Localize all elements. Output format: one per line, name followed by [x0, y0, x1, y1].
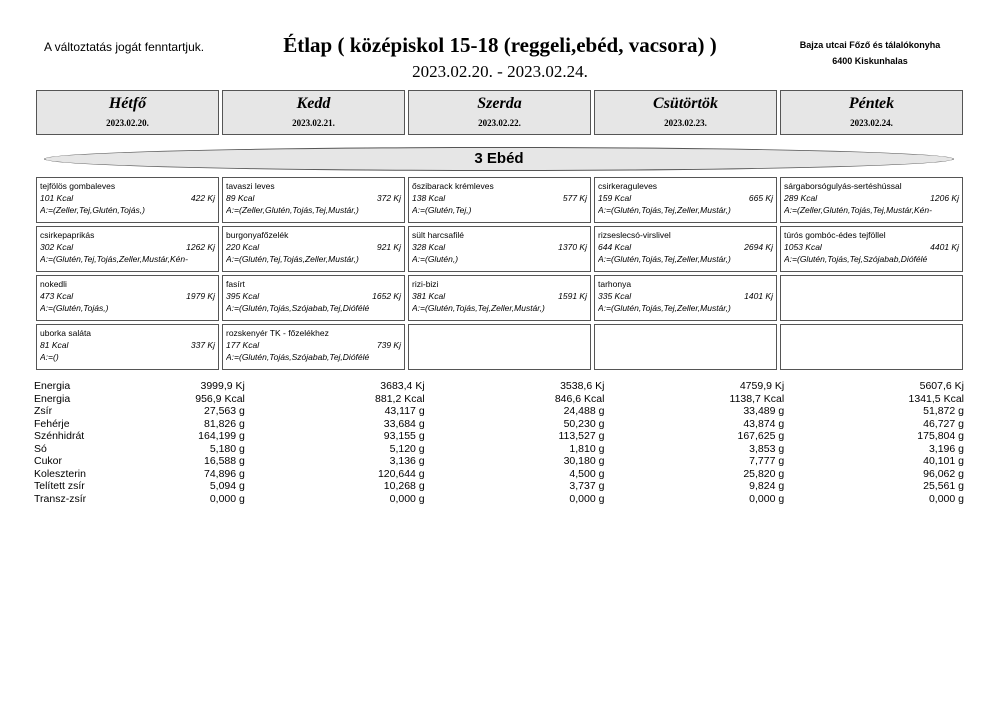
- menu-item-empty: [408, 324, 591, 370]
- dish-kcal: 177 Kcal: [226, 340, 260, 350]
- day-name: Csütörtök: [653, 95, 718, 112]
- menu-item: [222, 324, 405, 370]
- nutrition-value: 0,000 g: [389, 492, 425, 505]
- dish-kj: 1591 Kj: [558, 291, 587, 301]
- nutrition-value: 50,230 g: [563, 417, 605, 430]
- nutrition-value: 5607,6 Kj: [919, 380, 964, 392]
- dish-kj: 422 Kj: [190, 193, 215, 203]
- day-header-wednesday: [408, 90, 591, 135]
- menu-item: [408, 275, 591, 321]
- dish-kcal: 81 Kcal: [40, 340, 69, 350]
- day-date: 2023.02.22.: [478, 118, 521, 128]
- nutrition-value: 846,6 Kcal: [554, 392, 605, 405]
- nutrition-value: 1138,7 Kcal: [729, 392, 785, 405]
- dish-kcal: 644 Kcal: [598, 242, 632, 252]
- dish-kj: 1652 Kj: [372, 291, 401, 301]
- dish-name: csirkeraguleves: [598, 181, 658, 191]
- nutrition-value: 3683,4 Kj: [380, 380, 425, 392]
- nutrition-row: [34, 405, 964, 418]
- day-date: 2023.02.20.: [106, 118, 149, 128]
- nutrition-value: 25,820 g: [743, 467, 785, 480]
- dish-name: őszibarack krémleves: [412, 181, 494, 191]
- menu-item-empty: [780, 275, 963, 321]
- day-header-friday: [780, 90, 963, 135]
- dish-allergens: A:=(): [40, 352, 59, 362]
- dish-allergens: A:=(Glutén,Tej,Tojás,Zeller,Mustár,Kén-: [40, 254, 188, 264]
- nutrition-label: Szénhidrát: [34, 430, 85, 442]
- dish-name: rizi-bizi: [412, 279, 439, 289]
- dish-kcal: 381 Kcal: [412, 291, 446, 301]
- dish-energy: [226, 192, 401, 204]
- menu-item: [780, 226, 963, 272]
- day-name: Hétfő: [108, 95, 147, 112]
- nutrition-value: 7,777 g: [749, 455, 785, 467]
- dish-kcal: 302 Kcal: [40, 242, 74, 252]
- nutrition-value: 24,488 g: [563, 405, 605, 417]
- nutrition-row: [34, 480, 964, 493]
- nutrition-value: 43,117 g: [384, 405, 425, 417]
- menu-item-empty: [780, 324, 963, 370]
- nutrition-table: [34, 380, 964, 505]
- menu-item: [594, 275, 777, 321]
- nutrition-value: 3999,9 Kj: [200, 380, 245, 392]
- dish-allergens: A:=(Glutén,Tojás,Tej,Zeller,Mustár,): [412, 303, 545, 313]
- menu-item: [222, 275, 405, 321]
- menu-column: [780, 177, 963, 373]
- dish-kj: 921 Kj: [376, 242, 401, 252]
- nutrition-value: 40,101 g: [923, 455, 964, 467]
- dish-energy: [226, 339, 401, 351]
- nutrition-label: Só: [34, 442, 47, 455]
- dish-kcal: 1053 Kcal: [784, 242, 822, 252]
- dish-name: nokedli: [40, 279, 67, 289]
- dish-allergens: A:=(Glutén,Tojás,Szójabab,Tej,Diófélé: [226, 303, 370, 313]
- dish-name: csirkepaprikás: [40, 230, 95, 240]
- nutrition-value: 881,2 Kcal: [375, 392, 425, 405]
- dish-energy: [598, 290, 773, 302]
- dish-kj: 1979 Kj: [186, 291, 215, 301]
- nutrition-row: [34, 493, 964, 506]
- nutrition-value: 9,824 g: [749, 480, 785, 492]
- nutrition-row: [34, 380, 964, 393]
- dish-energy: [598, 241, 773, 253]
- nutrition-value: 43,874 g: [743, 417, 785, 430]
- dish-energy: [226, 290, 401, 302]
- nutrition-value: 93,155 g: [383, 430, 425, 442]
- nutrition-label: Zsír: [34, 405, 53, 417]
- nutrition-value: 30,180 g: [563, 455, 605, 467]
- menu-column: [36, 177, 219, 373]
- menu-item: [408, 177, 591, 223]
- nutrition-row: [34, 455, 964, 468]
- dish-energy: [40, 241, 215, 253]
- day-header-thursday: [594, 90, 777, 135]
- menu-item: [780, 177, 963, 223]
- menu-item: [222, 177, 405, 223]
- dish-energy: [40, 192, 215, 204]
- menu-item: [594, 177, 777, 223]
- nutrition-value: 0,000 g: [569, 492, 605, 505]
- dish-kj: 739 Kj: [376, 340, 401, 350]
- dish-name: rozskenyér TK - főzelékhez: [226, 328, 329, 338]
- dish-kj: 1206 Kj: [930, 193, 959, 203]
- dish-energy: [412, 290, 587, 302]
- menu-item: [36, 177, 219, 223]
- nutrition-value: 1341,5 Kcal: [908, 392, 964, 405]
- nutrition-value: 33,684 g: [383, 417, 425, 430]
- dish-kcal: 220 Kcal: [226, 242, 260, 252]
- nutrition-label: Energia: [34, 392, 71, 405]
- dish-energy: [40, 339, 215, 351]
- dish-name: fasírt: [226, 279, 245, 289]
- dish-name: sült harcsafilé: [412, 230, 464, 240]
- dish-kj: 4401 Kj: [930, 242, 959, 252]
- day-name: Szerda: [477, 95, 522, 112]
- dish-allergens: A:=(Glutén,Tej,Tojás,Zeller,Mustár,): [226, 254, 359, 264]
- nutrition-value: 164,199 g: [198, 430, 245, 442]
- dish-energy: [784, 192, 959, 204]
- dish-energy: [40, 290, 215, 302]
- dish-kcal: 335 Kcal: [598, 291, 632, 301]
- menu-item: [36, 324, 219, 370]
- nutrition-value: 120,644 g: [377, 467, 425, 480]
- nutrition-value: 956,9 Kcal: [195, 392, 245, 405]
- day-name: Péntek: [848, 95, 895, 112]
- nutrition-value: 3,196 g: [928, 442, 964, 455]
- dish-allergens: A:=(Glutén,): [412, 254, 459, 264]
- dish-name: sárgaborsógulyás-sertéshússal: [784, 181, 902, 191]
- nutrition-row: [34, 443, 964, 456]
- nutrition-value: 4,500 g: [569, 467, 605, 480]
- nutrition-value: 33,489 g: [743, 405, 785, 417]
- dish-name: tarhonya: [598, 279, 632, 289]
- kitchen-city: 6400 Kiskunhalas: [832, 56, 908, 66]
- menu-item: [36, 226, 219, 272]
- dish-allergens: A:=(Glutén,Tojás,Tej,Zeller,Mustár,): [598, 303, 731, 313]
- nutrition-value: 27,563 g: [204, 405, 245, 417]
- nutrition-value: 74,896 g: [204, 467, 245, 480]
- menu-column: [408, 177, 591, 373]
- nutrition-label: Koleszterin: [34, 467, 86, 480]
- dish-energy: [412, 192, 587, 204]
- nutrition-value: 3,853 g: [749, 442, 785, 455]
- menu-item: [36, 275, 219, 321]
- nutrition-row: [34, 418, 964, 431]
- day-date: 2023.02.23.: [664, 118, 707, 128]
- dish-name: tavaszi leves: [226, 181, 275, 191]
- dish-name: tejfölös gombaleves: [40, 181, 116, 191]
- menu-grid: [36, 177, 963, 373]
- kitchen-info: [770, 37, 970, 69]
- dish-allergens: A:=(Zeller,Glutén,Tojás,Tej,Mustár,Kén-: [784, 205, 932, 215]
- nutrition-row: [34, 468, 964, 481]
- nutrition-value: 81,826 g: [204, 417, 245, 430]
- dish-kj: 337 Kj: [190, 340, 215, 350]
- dish-energy: [598, 192, 773, 204]
- nutrition-value: 96,062 g: [923, 467, 964, 480]
- dish-kcal: 138 Kcal: [412, 193, 446, 203]
- nutrition-value: 10,268 g: [383, 480, 425, 492]
- dish-kcal: 473 Kcal: [40, 291, 74, 301]
- nutrition-row: [34, 393, 964, 406]
- dish-kcal: 101 Kcal: [40, 193, 74, 203]
- dish-kj: 2694 Kj: [744, 242, 773, 252]
- dish-kcal: 328 Kcal: [412, 242, 446, 252]
- nutrition-value: 0,000 g: [749, 492, 785, 505]
- nutrition-value: 113,527 g: [558, 430, 605, 442]
- day-headers: [36, 90, 963, 135]
- nutrition-label: Telített zsír: [34, 480, 85, 492]
- dish-energy: [784, 241, 959, 253]
- nutrition-label: Transz-zsír: [34, 492, 87, 505]
- day-date: 2023.02.21.: [292, 118, 335, 128]
- dish-allergens: A:=(Glutén,Tojás,Szójabab,Tej,Diófélé: [226, 352, 370, 362]
- dish-allergens: A:=(Zeller,Glutén,Tojás,Tej,Mustár,): [226, 205, 359, 215]
- day-date: 2023.02.24.: [850, 118, 893, 128]
- dish-kcal: 395 Kcal: [226, 291, 260, 301]
- dish-kj: 1401 Kj: [744, 291, 773, 301]
- nutrition-value: 5,120 g: [389, 442, 425, 455]
- disclaimer-note: A változtatás jogát fenntartjuk.: [44, 40, 205, 54]
- dish-name: burgonyafőzelék: [226, 230, 289, 240]
- dish-kj: 1262 Kj: [186, 242, 215, 252]
- day-name: Kedd: [296, 95, 331, 112]
- menu-item: [594, 226, 777, 272]
- meal-section-title: 3 Ebéd: [44, 147, 954, 171]
- kitchen-name: Bajza utcai Főző és tálalókonyha: [799, 40, 941, 50]
- nutrition-value: 16,588 g: [204, 455, 245, 467]
- nutrition-value: 175,804 g: [917, 430, 964, 442]
- nutrition-value: 1,810 g: [569, 442, 605, 455]
- dish-name: uborka saláta: [40, 328, 92, 338]
- nutrition-value: 4759,9 Kj: [739, 380, 785, 392]
- dish-kj: 1370 Kj: [558, 242, 587, 252]
- nutrition-value: 3,737 g: [569, 480, 605, 492]
- dish-kj: 372 Kj: [376, 193, 401, 203]
- dish-energy: [412, 241, 587, 253]
- nutrition-value: 5,180 g: [209, 442, 245, 455]
- dish-name: túrós gombóc-édes tejföllel: [784, 230, 886, 240]
- menu-item-empty: [594, 324, 777, 370]
- dish-kcal: 159 Kcal: [598, 193, 632, 203]
- nutrition-row: [34, 430, 964, 443]
- nutrition-value: 5,094 g: [209, 480, 245, 492]
- dish-kcal: 89 Kcal: [226, 193, 255, 203]
- nutrition-value: 0,000 g: [209, 492, 245, 505]
- nutrition-value: 0,000 g: [928, 492, 964, 505]
- page-title: Étlap ( középiskol 15-18 (reggeli,ebéd, vacsora) ): [283, 33, 717, 57]
- dish-allergens: A:=(Glutén,Tojás,Tej,Zeller,Mustár,): [598, 205, 731, 215]
- dish-kcal: 289 Kcal: [784, 193, 818, 203]
- dish-allergens: A:=(Glutén,Tej,): [412, 205, 472, 215]
- dish-allergens: A:=(Glutén,Tojás,Tej,Szójabab,Diófélé: [784, 254, 928, 264]
- nutrition-label: Fehérje: [34, 417, 70, 430]
- nutrition-label: Cukor: [34, 455, 63, 467]
- dish-energy: [226, 241, 401, 253]
- dish-name: rizseslecsó-virslivel: [598, 230, 671, 240]
- nutrition-value: 167,625 g: [737, 430, 785, 442]
- nutrition-value: 46,727 g: [923, 417, 964, 430]
- dish-allergens: A:=(Zeller,Tej,Glutén,Tojás,): [40, 205, 145, 215]
- nutrition-label: Energia: [34, 380, 71, 392]
- dish-allergens: A:=(Glutén,Tojás,Tej,Zeller,Mustár,): [598, 254, 731, 264]
- menu-item: [222, 226, 405, 272]
- day-header-tuesday: [222, 90, 405, 135]
- menu-item: [408, 226, 591, 272]
- dish-kj: 665 Kj: [748, 193, 773, 203]
- nutrition-value: 25,561 g: [923, 480, 964, 492]
- menu-column: [594, 177, 777, 373]
- nutrition-value: 3538,6 Kj: [560, 380, 605, 392]
- nutrition-value: 51,872 g: [923, 405, 964, 417]
- dish-kj: 577 Kj: [562, 193, 587, 203]
- dish-allergens: A:=(Glutén,Tojás,): [40, 303, 109, 313]
- menu-column: [222, 177, 405, 373]
- date-range: 2023.02.20. - 2023.02.24.: [412, 62, 588, 81]
- nutrition-value: 3,136 g: [389, 455, 425, 467]
- day-header-monday: [36, 90, 219, 135]
